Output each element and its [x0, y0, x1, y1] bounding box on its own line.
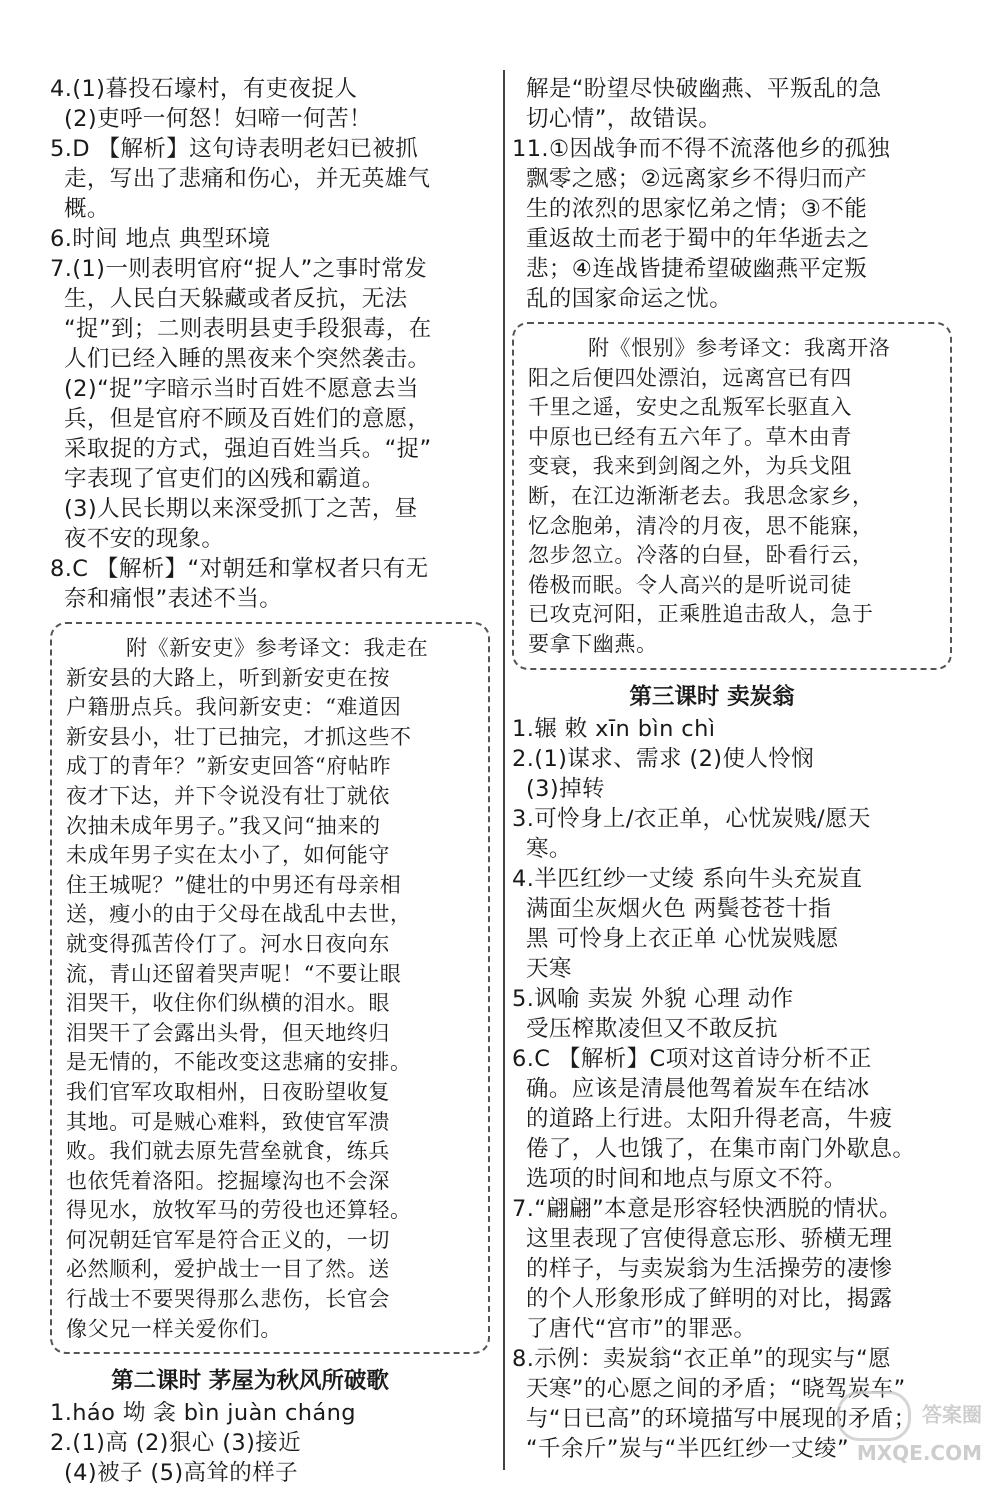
- answer-line: 的道路上行进。太阳升得老高，牛疲: [526, 1105, 893, 1132]
- left-column: [50, 74, 490, 1488]
- answer-line: 7.(1)一则表明官府“捉人”之事时常发: [50, 256, 428, 282]
- translation-box-xinanli: [50, 622, 490, 1354]
- translation-line: 成丁的青年？”新安吏回答“府帖昨: [66, 754, 392, 779]
- left-top-answers: [50, 74, 490, 614]
- translation-line: 阳之后便四处漂泊，远离宫已有四: [528, 365, 852, 390]
- answer-line: 这里表现了宫使得意忘形、骄横无理: [526, 1225, 893, 1252]
- translation-line: 附《恨别》参考译文：我离开洛: [588, 336, 891, 360]
- answer-line: 黑 可怜身上衣正单 心忧炭贱愿: [526, 925, 839, 952]
- answer-line: 1.辗 敕 xīn bìn chì: [512, 715, 716, 742]
- translation-line: 败。我们就去原先营垒就食，练兵: [66, 1139, 390, 1164]
- translation-line: 户籍册点兵。我问新安吏：“难道因: [66, 695, 402, 720]
- answer-line: 概。: [64, 196, 110, 222]
- translation-line: 泪哭干，收住你们纵横的泪水。眼: [66, 991, 390, 1016]
- watermark-logo-icon: [837, 1391, 911, 1441]
- answer-line: 7.“翩翩”本意是形容轻快洒脱的情状。: [512, 1195, 902, 1222]
- translation-line: 行战士不要哭得那么悲伤，长官会: [66, 1287, 390, 1312]
- answer-line: 满面尘灰烟火色 两鬓苍苍十指: [526, 895, 832, 922]
- translation-line: 必然顺利，爱护战士一目了然。送: [66, 1257, 390, 1282]
- answer-line: 字表现了官吏们的凶残和霸道。: [64, 466, 385, 492]
- translation-line: 我们官军攻取相州，日夜盼望收复: [66, 1079, 390, 1104]
- translation-line: 泪哭干了会露出头骨，但天地终归: [66, 1020, 390, 1045]
- left-bottom-answers: [50, 1398, 490, 1488]
- lesson-heading: 第二课时 茅屋为秋风所破歌: [111, 1368, 389, 1395]
- translation-line: 变衰，我来到剑阁之外，为兵戈阻: [528, 454, 852, 479]
- answer-line: 寒。: [526, 835, 572, 862]
- answer-line: 与“日已高”的环境描写中展现的矛盾；: [526, 1405, 917, 1432]
- answer-line: (3)人民长期以来深受抓丁之苦，昼: [64, 496, 418, 522]
- answer-line: (2)“捉”字暗示当时百姓不愿意去当: [64, 376, 419, 402]
- translation-line: 住王城呢？”健壮的中男还有母亲相: [66, 872, 402, 897]
- answer-line: 的个人形象形成了鲜明的对比，揭露: [526, 1285, 893, 1312]
- answer-line: 人们已经入睡的黑夜来个突然袭击。: [64, 346, 431, 372]
- translation-line: 中原也已经有五六年了。草木由青: [528, 424, 852, 449]
- answer-line: 4.(1)暮投石壕村，有吏夜捉人: [50, 76, 358, 102]
- answer-line: 选项的时间和地点与原文不符。: [526, 1165, 847, 1192]
- translation-line: 附《新安吏》参考译文：我走在: [126, 636, 429, 660]
- answer-line: “千余斤”炭与“半匹红纱一丈绫”: [526, 1435, 850, 1462]
- watermark-site: MXQE.COM: [856, 1441, 982, 1465]
- answer-line: 兵，但是官府不顾及百姓们的意愿，: [64, 406, 431, 432]
- column-divider: [503, 70, 505, 1470]
- answer-line: (3)掉转: [526, 775, 605, 802]
- translation-line: 是无情的，不能改变这悲痛的安排。: [66, 1050, 412, 1075]
- translation-box-henbie: [512, 322, 952, 670]
- translation-line: 忆念胞弟，清冷的月夜，思不能寐，: [528, 513, 874, 538]
- translation-line: 忽步忽立。冷落的白昼，卧看行云，: [528, 543, 874, 568]
- answer-line: 11.①因战争而不得不流落他乡的孤独: [512, 136, 891, 162]
- answer-line: 5.讽喻 卖炭 外貌 心理 动作: [512, 985, 794, 1012]
- translation-line: 也依凭着洛阳。挖掘壕沟也不会深: [66, 1168, 390, 1193]
- answer-line: 8.示例：卖炭翁“衣正单”的现实与“愿: [512, 1345, 892, 1372]
- answer-line: 生，人民白天躲藏或者反抗，无法: [64, 286, 408, 312]
- answer-line: 走，写出了悲痛和伤心，并无英雄气: [64, 166, 431, 192]
- translation-line: 送，瘦小的由于父母在战乱中去世，: [66, 902, 412, 927]
- answer-line: 1.háo 坳 衾 bìn juàn cháng: [50, 1400, 356, 1427]
- answer-line: 5.D 【解析】这句诗表明老妇已被抓: [50, 136, 419, 162]
- lesson-heading: 第三课时 卖炭翁: [629, 683, 795, 710]
- answer-line: 重返故土而老于蜀中的年华逝去之: [526, 226, 870, 252]
- answer-line: 确。应该是清晨他驾着炭车在结冰: [526, 1075, 870, 1102]
- answer-line: 的样子，与卖炭翁为生活操劳的凄惨: [526, 1255, 893, 1282]
- answer-line: 天寒: [526, 955, 572, 982]
- translation-line: 断，在江边渐渐老去。我思念家乡，: [528, 483, 874, 508]
- right-column: [512, 74, 952, 1464]
- answer-line: 了唐代“宫市”的罪恶。: [526, 1315, 757, 1342]
- translation-line: 要拿下幽燕。: [528, 631, 658, 656]
- translation-line: 已攻克河阳，正乘胜追击敌人，急于: [528, 602, 874, 627]
- answer-line: 悲；④连战皆捷希望破幽燕平定叛: [526, 256, 868, 282]
- translation-line: 夜才下达，并下令说没有壮丁就依: [66, 783, 390, 808]
- answer-line: 6.C 【解析】C项对这首诗分析不正: [512, 1045, 872, 1072]
- answer-line: 飘零之感；②远离家乡不得归而产: [526, 166, 868, 192]
- translation-line: 像父兄一样关爱你们。: [66, 1316, 282, 1341]
- right-top-answers: [512, 74, 952, 314]
- translation-line: 流，青山还留着哭声呢！“不要让眼: [66, 961, 402, 986]
- watermark-brand: 答案圈: [922, 1402, 982, 1427]
- translation-line: 其地。可是贼心难料，致使官军溃: [66, 1109, 390, 1134]
- answer-line: “捉”到；二则表明县吏手段狠毒，在: [64, 316, 432, 342]
- answer-line: 切心情”，故错误。: [526, 106, 722, 132]
- answer-line: 奈和痛恨”表述不当。: [64, 586, 283, 612]
- translation-line: 未成年男子实在太小了，如何能守: [66, 843, 390, 868]
- answer-line: 受压榨欺凌但又不敢反抗: [526, 1015, 778, 1042]
- answer-line: 生的浓烈的思家忆弟之情；③不能: [526, 196, 868, 222]
- answer-line: 2.(1)谋求、需求 (2)使人怜悯: [512, 745, 815, 772]
- answer-line: 4.半匹红纱一丈绫 系向牛头充炭直: [512, 865, 863, 892]
- translation-line: 得见水，放牧军马的劳役也还算轻。: [66, 1198, 412, 1223]
- answer-line: 倦了，人也饿了，在集市南门外歇息。: [526, 1135, 916, 1162]
- answer-line: (4)被子 (5)高耸的样子: [64, 1460, 298, 1487]
- answer-line: 采取捉的方式，强迫百姓当兵。“捉”: [64, 436, 432, 462]
- translation-line: 次抽未成年男子。”我又问“抽来的: [66, 813, 381, 838]
- translation-line: 何况朝廷官军是符合正义的，一切: [66, 1227, 390, 1252]
- translation-line: 新安县小，壮丁已抽完，才抓这些不: [66, 724, 412, 749]
- translation-line: 新安县的大路上，听到新安吏在按: [66, 665, 390, 690]
- answer-line: 夜不安的现象。: [64, 526, 225, 552]
- answer-line: (2)吏呼一何怒！妇啼一何苦！: [64, 106, 372, 132]
- translation-line: 倦极而眠。令人高兴的是听说司徒: [528, 572, 852, 597]
- answer-line: 乱的国家命运之忧。: [526, 286, 733, 312]
- answer-line: 解是“盼望尽快破幽燕、平叛乱的急: [526, 76, 882, 102]
- watermark: [807, 1391, 982, 1463]
- answer-line: 6.时间 地点 典型环境: [50, 226, 271, 252]
- answer-line: 2.(1)高 (2)狠心 (3)接近: [50, 1430, 302, 1457]
- answer-line: 天寒”的心愿之间的矛盾；“晓驾炭车”: [526, 1375, 906, 1402]
- translation-line: 千里之遥，安史之乱叛军长驱直入: [528, 395, 852, 420]
- translation-line: 就变得孤苦伶仃了。河水日夜向东: [66, 931, 390, 956]
- right-bottom-answers: [512, 714, 952, 1464]
- answer-line: 3.可怜身上/衣正单，心忧炭贱/愿天: [512, 805, 871, 832]
- answer-line: 8.C 【解析】“对朝廷和掌权者只有无: [50, 556, 429, 582]
